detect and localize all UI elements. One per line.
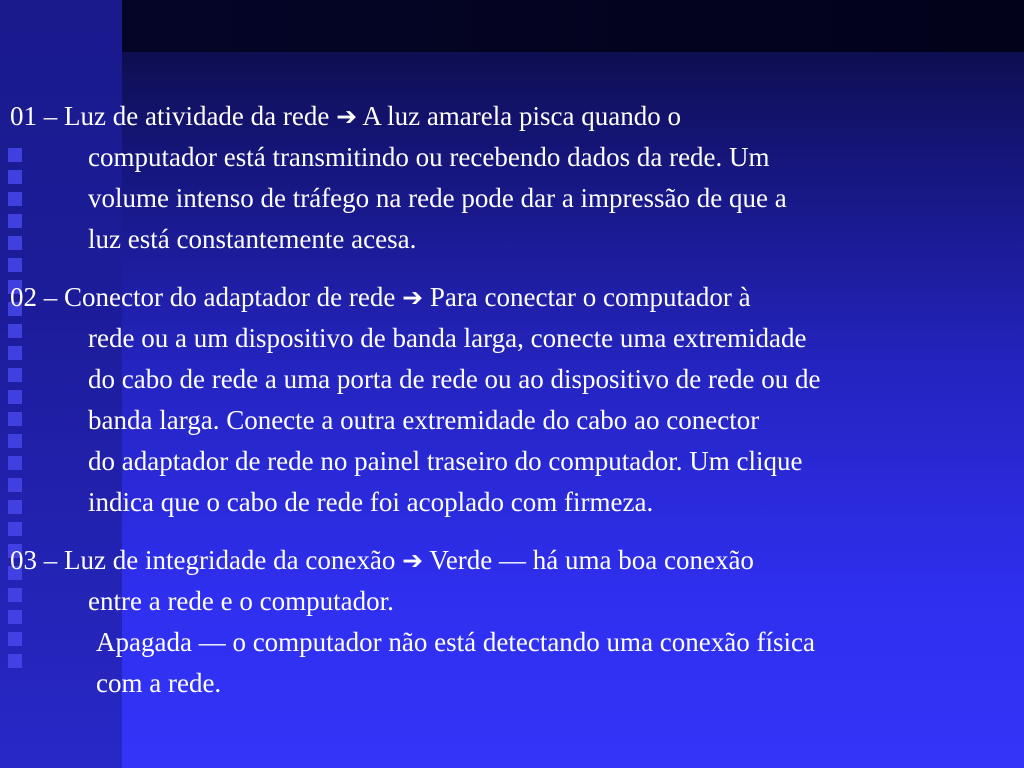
item-text-line: rede ou a um dispositivo de banda larga, conecte uma extremidade [88,323,807,353]
item-text-line: Verde — há uma boa conexão [429,545,754,575]
item-text-line: do cabo de rede a uma porta de rede ou ao dispositivo de rede ou de [88,364,821,394]
item-link-integrity-light [10,540,1016,704]
item-text-line: entre a rede e o computador. [88,586,394,616]
item-text-line: Apagada — o computador não está detectando uma conexão física [96,627,815,657]
arrow-right-icon: ➔ [402,283,424,312]
slide-content [10,96,1016,721]
item-label: 03 – Luz de integridade da conexão [10,545,396,575]
top-dark-band [122,0,1024,52]
item-label: 02 – Conector do adaptador de rede [10,282,396,312]
item-first-line [10,540,1016,581]
item-text-line: do adaptador de rede no painel traseiro do computador. Um clique [88,446,803,476]
item-first-line [10,96,1016,137]
item-text-line: computador está transmitindo ou recebendo dados da rede. Um [88,142,770,172]
item-network-activity-light [10,96,1016,260]
item-network-adapter-connector [10,277,1016,523]
item-text-line: banda larga. Conecte a outra extremidade do cabo ao conector [88,405,760,435]
arrow-right-icon: ➔ [402,546,424,575]
item-text-line: indica que o cabo de rede foi acoplado com firmeza. [88,487,654,517]
item-text-line: A luz amarela pisca quando o [362,101,681,131]
item-label: 01 – Luz de atividade da rede [10,101,330,131]
item-text-line: Para conectar o computador à [429,282,751,312]
item-text-line: com a rede. [96,668,222,698]
item-first-line [10,277,1016,318]
item-text-line: luz está constantemente acesa. [88,224,417,254]
arrow-right-icon: ➔ [336,102,358,131]
item-text-line: volume intenso de tráfego na rede pode dar a impressão de que a [88,183,787,213]
